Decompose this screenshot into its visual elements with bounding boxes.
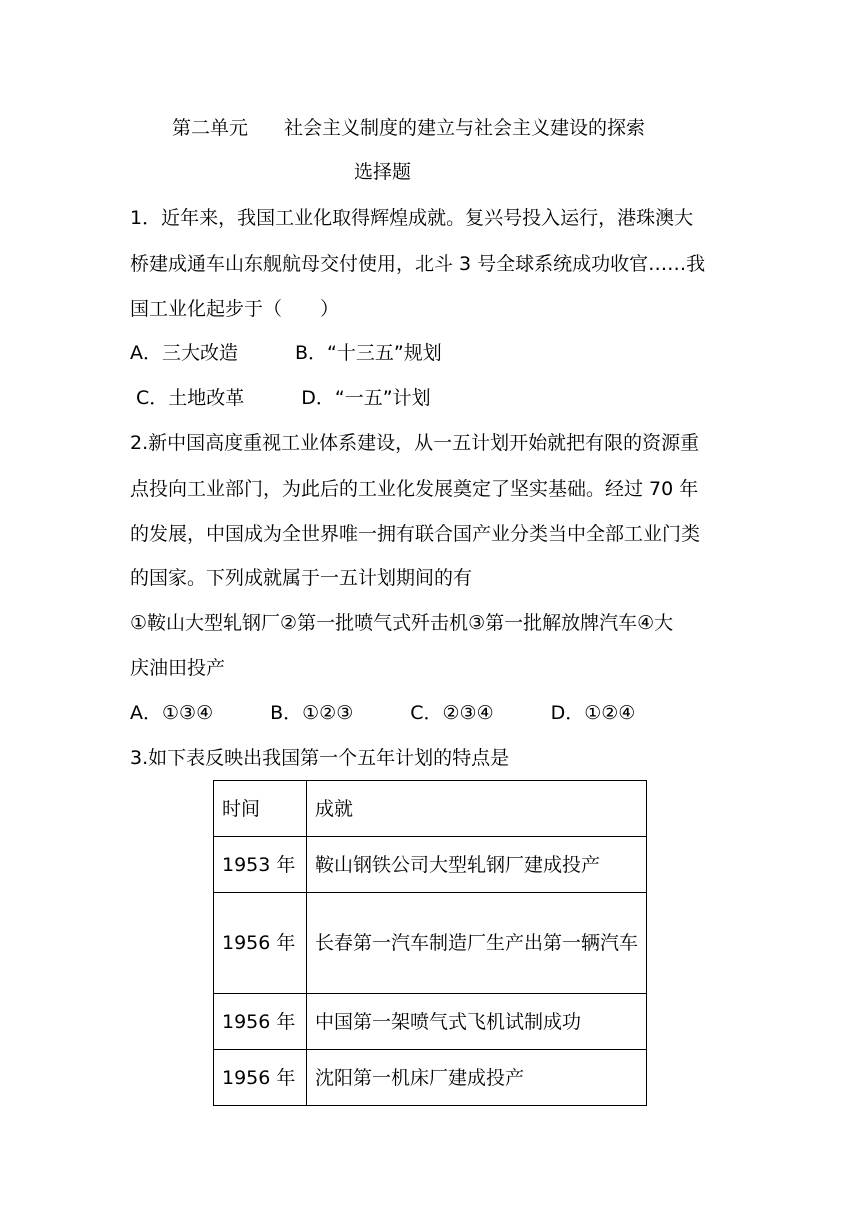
q2-line-5: ①鞍山大型轧钢厂②第一批喷气式歼击机③第一批解放牌汽车④大 [130, 612, 674, 634]
table-row [214, 893, 647, 994]
q2-line-3: 的发展，中国成为全世界唯一拥有联合国产业分类当中全部工业门类 [130, 523, 701, 545]
table-row [214, 994, 647, 1050]
q2-line-6: 庆油田投产 [130, 657, 226, 679]
unit-title [172, 116, 645, 140]
table-cell-time: 1953 年 [214, 837, 307, 893]
q2-line-4: 的国家。下列成就属于一五计划期间的有 [130, 567, 473, 589]
table-header-row [214, 781, 647, 837]
unit-label: 第二单元 [172, 117, 249, 139]
table-header-achievement: 成就 [307, 781, 647, 837]
section-title: 选择题 [354, 161, 412, 183]
table-cell-achievement: 中国第一架喷气式飞机试制成功 [307, 994, 647, 1050]
q1-options-row-1: A．三大改造 B．“十三五”规划 [130, 342, 442, 364]
q1-line-1: 1．近年来，我国工业化取得辉煌成就。复兴号投入运行，港珠澳大 [130, 207, 694, 229]
achievements-table [213, 780, 647, 1106]
unit-topic: 社会主义制度的建立与社会主义建设的探索 [284, 117, 646, 139]
q3-line-1: 3.如下表反映出我国第一个五年计划的特点是 [130, 747, 510, 769]
q1-line-2: 桥建成通车山东舰航母交付使用，北斗 3 号全球系统成功收官……我 [130, 253, 706, 275]
table-cell-time: 1956 年 [214, 994, 307, 1050]
table-row [214, 837, 647, 893]
q1-line-3: 国工业化起步于（ ） [130, 298, 340, 320]
table-cell-time: 1956 年 [214, 893, 307, 994]
table-cell-achievement: 沈阳第一机床厂建成投产 [307, 1050, 647, 1106]
table-row [214, 1050, 647, 1106]
q2-line-1: 2.新中国高度重视工业体系建设，从一五计划开始就把有限的资源重 [130, 432, 700, 454]
q2-options-row: A．①③④ B．①②③ C．②③④ D．①②④ [130, 702, 636, 724]
table-cell-time: 1956 年 [214, 1050, 307, 1106]
q1-options-row-2: C．土地改革 D．“一五”计划 [130, 387, 431, 409]
table-header-time: 时间 [214, 781, 307, 837]
table-cell-achievement: 长春第一汽车制造厂生产出第一辆汽车 [307, 893, 647, 994]
q2-line-2: 点投向工业部门，为此后的工业化发展奠定了坚实基础。经过 70 年 [130, 478, 699, 500]
table-cell-achievement: 鞍山钢铁公司大型轧钢厂建成投产 [307, 837, 647, 893]
